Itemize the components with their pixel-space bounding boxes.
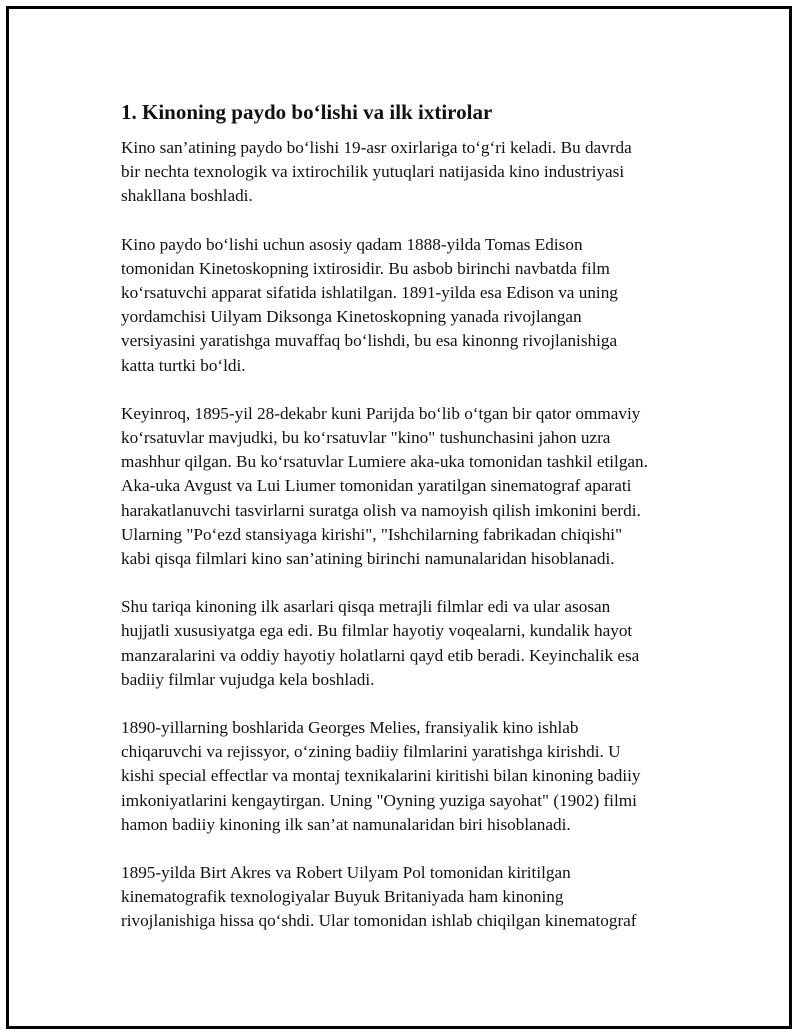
text-line: Ularning "Po‘ezd stansiyaga kirishi", "Ishchilarning fabrikadan chiqishi" [121, 524, 623, 544]
text-line: Shu tariqa kinoning ilk asarlari qisqa metrajli filmlar edi va ular asosan [121, 597, 611, 617]
text-line: ko‘rsatuvchi apparat sifatida ishlatilgan. 1891-yilda esa Edison va uning [121, 283, 618, 303]
text-line: kinematografik texnologiyalar Buyuk Britaniyada ham kinoning [121, 887, 564, 907]
text-line: harakatlanuvchi tasvirlarni suratga olish va namoyish qilish imkonini berdi. [121, 500, 641, 520]
text-line: Keyinroq, 1895-yil 28-dekabr kuni Parijda bo‘lib o‘tgan bir qator ommaviy [121, 403, 641, 423]
page-frame [6, 6, 792, 1029]
paragraph-1 [121, 136, 701, 209]
text-line: mashhur qilgan. Bu ko‘rsatuvlar Lumiere aka-uka tomonidan tashkil etilgan. [121, 452, 648, 472]
text-line: badiiy filmlar vujudga kela boshladi. [121, 669, 375, 689]
paragraph-5 [121, 716, 701, 837]
text-line: Aka-uka Avgust va Lui Liumer tomonidan yaratilgan sinematograf aparati [121, 476, 632, 496]
text-line: imkoniyatlarini kengaytirgan. Uning "Oyning yuziga sayohat" (1902) filmi [121, 790, 637, 810]
text-line: 1895-yilda Birt Akres va Robert Uilyam Pol tomonidan kiritilgan [121, 863, 571, 883]
paragraph-3 [121, 402, 701, 571]
text-line: kishi special effectlar va montaj texnikalarini kiritishi bilan kinoning badiiy [121, 766, 641, 786]
paragraph-6 [121, 861, 701, 934]
text-line: katta turtki bo‘ldi. [121, 355, 246, 375]
text-line: rivojlanishiga hissa qo‘shdi. Ular tomonidan ishlab chiqilgan kinematograf [121, 911, 637, 931]
text-line: Kino paydo bo‘lishi uchun asosiy qadam 1888-yilda Tomas Edison [121, 234, 583, 254]
text-line: yordamchisi Uilyam Diksonga Kinetoskopning yanada rivojlangan [121, 307, 582, 327]
text-line: Kino san’atining paydo bo‘lishi 19-asr oxirlariga to‘g‘ri keladi. Bu davrda [121, 138, 632, 157]
text-line: shakllana boshladi. [121, 186, 253, 206]
text-line: bir nechta texnologik va ixtirochilik yutuqlari natijasida kino industriyasi [121, 162, 625, 182]
document-body [121, 98, 701, 958]
text-line: hamon badiiy kinoning ilk san’at namunalaridan biri hisoblanadi. [121, 814, 571, 834]
paragraph-4 [121, 595, 701, 692]
text-line: ko‘rsatuvlar mavjudki, bu ko‘rsatuvlar "kino" tushunchasini jahon uzra [121, 428, 611, 448]
text-line: 1890-yillarning boshlarida Georges Melies, fransiyalik kino ishlab [121, 718, 579, 738]
text-line: versiyasini yaratishga muvaffaq bo‘lishdi, bu esa kinonng rivojlanishiga [121, 331, 618, 351]
text-line: kabi qisqa filmlari kino san’atining birinchi namunalaridan hisoblanadi. [121, 549, 615, 569]
text-line: hujjatli xususiyatga ega edi. Bu filmlar hayotiy voqealarni, kundalik hayot [121, 621, 633, 641]
text-line: tomonidan Kinetoskopning ixtirosidir. Bu asbob birinchi navbatda film [121, 258, 610, 278]
text-line: manzaralarini va oddiy hayotiy holatlarni qayd etib beradi. Keyinchalik esa [121, 645, 640, 665]
section-heading: 1. Kinoning paydo bo‘lishi va ilk ixtirolar [121, 100, 493, 124]
paragraph-2 [121, 233, 701, 378]
text-line: chiqaruvchi va rejissyor, o‘zining badiiy filmlarini yaratishga kirishdi. U [121, 742, 621, 762]
